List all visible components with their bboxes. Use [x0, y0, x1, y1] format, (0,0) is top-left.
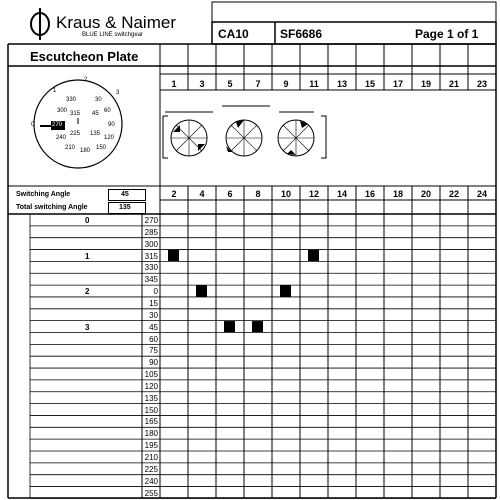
terminal-bottom-24: 24: [476, 189, 487, 199]
contact-disc-2: [226, 120, 262, 156]
terminal-top-15: 15: [364, 79, 375, 89]
terminal-bottom-14: 14: [336, 189, 347, 199]
dial-angle-210: 210: [65, 145, 76, 151]
angle-195: 195: [144, 441, 158, 451]
contact-mark-3-at-45: [224, 321, 235, 332]
dial-center-label: 270: [52, 122, 63, 128]
terminal-bottom-18: 18: [392, 189, 403, 199]
angle-45: 45: [149, 322, 158, 332]
angle-315: 315: [144, 251, 158, 261]
terminal-bottom-16: 16: [364, 189, 375, 199]
contact-mark-1-at-315: [168, 250, 179, 261]
dial-pos-2: 2: [84, 77, 88, 83]
dial-angle-30: 30: [95, 97, 102, 103]
total-switching-value: 135: [119, 204, 131, 211]
contact-disc-3: [278, 120, 314, 156]
terminal-top-1: 1: [171, 79, 177, 89]
contact-mark-5-at-0: [280, 286, 291, 297]
dial-pos-0: 0: [31, 122, 35, 128]
angle-255: 255: [144, 488, 158, 498]
angle-105: 105: [144, 370, 158, 380]
terminal-bottom-20: 20: [420, 189, 431, 199]
program-number: SF6686: [280, 27, 323, 41]
angle-90: 90: [149, 358, 158, 368]
escutcheon-frame: [8, 44, 496, 498]
contact-mark-2-at-0: [196, 286, 207, 297]
switching-angle-label: Switching Angle: [16, 191, 71, 198]
terminal-top-3: 3: [199, 79, 205, 89]
position-0: 0: [85, 216, 90, 225]
position-2: 2: [85, 287, 90, 297]
angle-180: 180: [144, 429, 158, 439]
escutcheon-title: Escutcheon Plate: [30, 49, 139, 64]
page-indicator: Page 1 of 1: [415, 27, 479, 41]
angle-120: 120: [144, 381, 158, 391]
terminal-top-17: 17: [392, 79, 403, 89]
dial-angle-45: 45: [92, 111, 99, 117]
dial-pos-3: 3: [116, 90, 120, 96]
model-number: CA10: [218, 27, 249, 41]
angle-15: 15: [149, 298, 158, 308]
terminal-top-23: 23: [476, 79, 487, 89]
dial-angle-150: 150: [96, 145, 107, 151]
terminal-bottom-2: 2: [171, 189, 177, 199]
angle-330: 330: [144, 263, 158, 273]
dial-angle-135: 135: [90, 131, 101, 137]
angle-285: 285: [144, 227, 158, 237]
position-3: 3: [85, 322, 90, 332]
dial-angle-240: 240: [56, 135, 67, 141]
dial-pos-1: 1: [53, 88, 57, 94]
angle-210: 210: [144, 453, 158, 462]
switching-angle-value: 45: [121, 191, 129, 198]
terminal-top-5: 5: [227, 79, 233, 89]
brand-tagline: BLUE LINE switchgear: [82, 32, 144, 38]
total-switching-label: Total switching Angle: [16, 204, 88, 211]
brand-name: Kraus & Naimer: [56, 13, 176, 32]
dial-angle-225: 225: [70, 131, 81, 137]
angle-150: 150: [144, 405, 158, 415]
terminal-top-9: 9: [283, 79, 289, 89]
angle-270: 270: [144, 216, 158, 225]
angle-165: 165: [144, 417, 158, 427]
terminal-bottom-4: 4: [199, 189, 205, 199]
terminal-bottom-10: 10: [280, 189, 291, 199]
angle-345: 345: [144, 275, 158, 285]
position-1: 1: [85, 251, 90, 261]
angle-240: 240: [144, 476, 158, 486]
angle-75: 75: [149, 346, 158, 356]
dial-angle-60: 60: [104, 108, 111, 114]
terminal-top-21: 21: [448, 79, 459, 89]
terminal-top-7: 7: [255, 79, 261, 89]
dial-angle-120: 120: [104, 135, 115, 141]
terminal-top-11: 11: [309, 79, 319, 89]
angle-60: 60: [149, 334, 158, 344]
contact-mark-4-at-45: [252, 321, 263, 332]
angle-30: 30: [149, 310, 158, 320]
terminal-top-13: 13: [336, 79, 347, 89]
terminal-bottom-22: 22: [448, 189, 459, 199]
dial-angle-330: 330: [66, 97, 77, 103]
logo-icon: [31, 8, 49, 40]
terminal-bottom-6: 6: [227, 189, 233, 199]
terminal-bottom-12: 12: [308, 189, 319, 199]
terminal-top-19: 19: [420, 79, 431, 89]
angle-135: 135: [144, 393, 158, 403]
angle-300: 300: [144, 239, 158, 249]
dial-angle-180: 180: [80, 148, 91, 154]
angle-0: 0: [153, 287, 158, 297]
angle-225: 225: [144, 464, 158, 474]
dial-angle-315: 315: [70, 111, 81, 117]
contact-disc-1: [171, 120, 207, 156]
contact-grid: [8, 44, 496, 498]
dial-angle-90: 90: [108, 122, 115, 128]
contact-mark-6-at-315: [308, 250, 319, 261]
terminal-bottom-8: 8: [255, 189, 261, 199]
dial-angle-300: 300: [57, 108, 68, 114]
